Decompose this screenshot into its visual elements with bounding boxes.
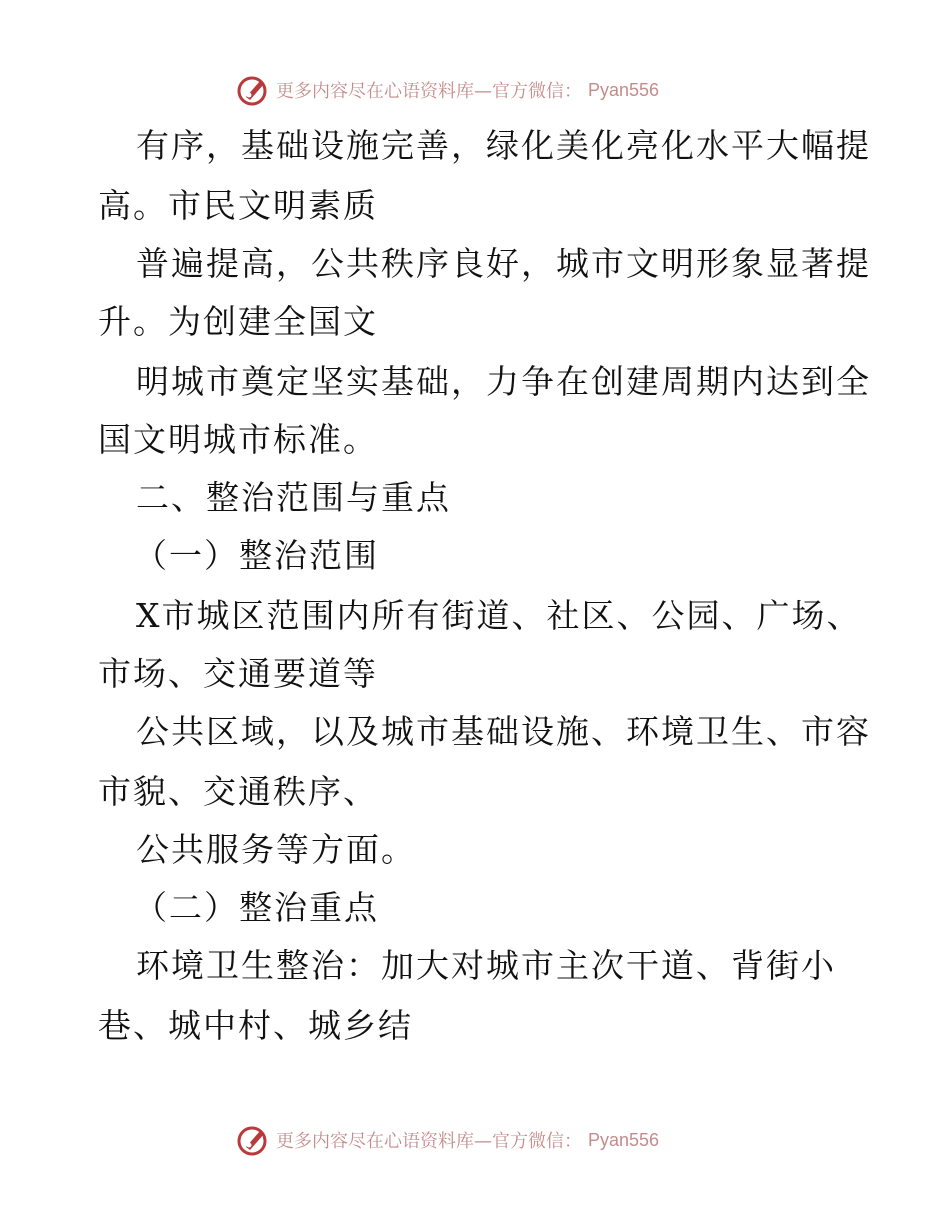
watermark-wechat-id: Pyan556	[588, 1129, 660, 1150]
body-line-1: 有序，基础设施完善，绿化美化亮化水平大幅提	[136, 126, 871, 165]
body-line-13: 巷、城中村、城乡结	[98, 1006, 413, 1045]
subsection-heading-2: （二）整治重点	[134, 888, 379, 927]
watermark-site-text: 更多内容尽在心语资料库—官方微信：	[276, 81, 582, 102]
body-line-6: 国文明城市标准。	[98, 420, 378, 459]
body-line-8: 市场、交通要道等	[98, 654, 378, 693]
pen-circle-logo-icon	[236, 73, 270, 107]
body-line-7: X市城区范围内所有街道、社区、公园、广场、	[136, 596, 862, 635]
watermark-wechat-id: Pyan556	[588, 79, 660, 100]
section-heading: 二、整治范围与重点	[136, 478, 451, 517]
header-watermark	[236, 72, 659, 108]
footer-watermark	[236, 1122, 659, 1158]
body-line-11: 公共服务等方面。	[136, 830, 416, 869]
watermark-site-text: 更多内容尽在心语资料库—官方微信：	[276, 1131, 582, 1152]
body-line-2: 高。市民文明素质	[98, 186, 378, 225]
body-line-5: 明城市奠定坚实基础，力争在创建周期内达到全	[136, 362, 871, 401]
subsection-heading-1: （一）整治范围	[134, 536, 379, 575]
body-line-3: 普遍提高，公共秩序良好，城市文明形象显著提	[136, 244, 871, 283]
body-line-12: 环境卫生整治：加大对城市主次干道、背街小	[136, 946, 836, 985]
body-line-4: 升。为创建全国文	[98, 302, 378, 341]
body-line-9: 公共区域，以及城市基础设施、环境卫生、市容	[136, 712, 871, 751]
body-line-10: 市貌、交通秩序、	[98, 772, 378, 811]
pen-circle-logo-icon	[236, 1123, 270, 1157]
